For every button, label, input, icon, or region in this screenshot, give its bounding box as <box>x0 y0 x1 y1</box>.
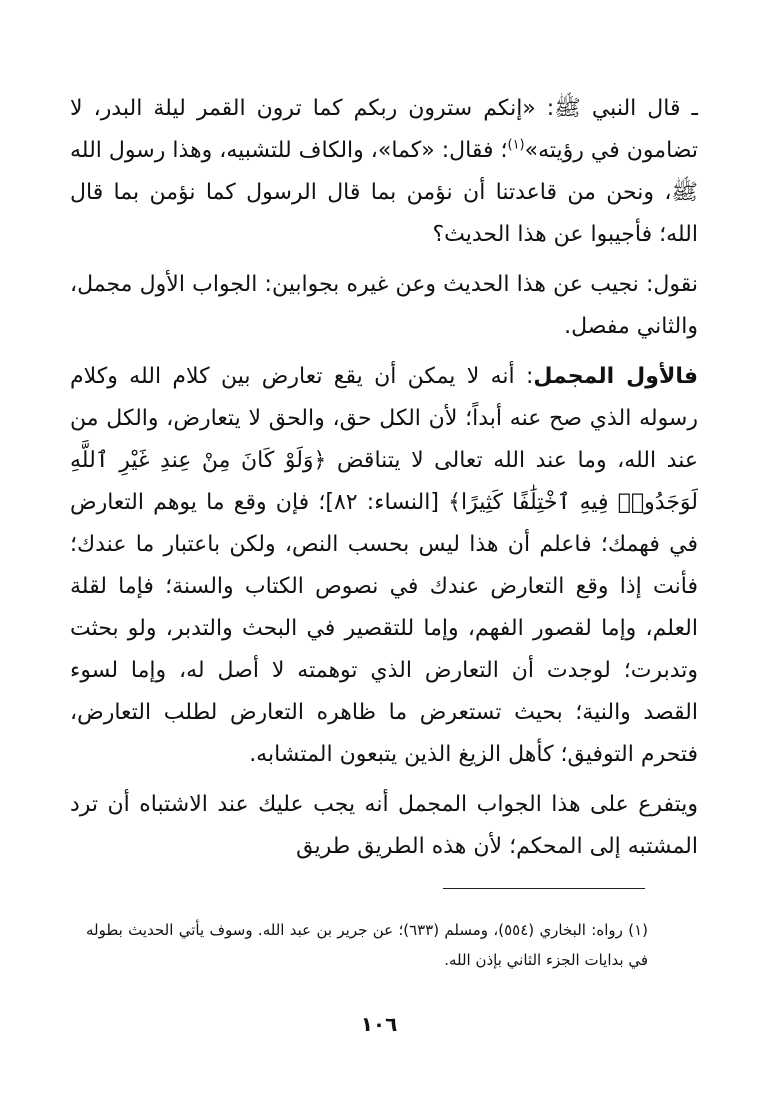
footnote-text: رواه: البخاري (٥٥٤)، ومسلم (٦٣٣)؛ عن جرير بن عبد الله. وسوف يأتي الحديث بطوله في بدايات الجزء الثاني بإذن الله. <box>86 921 648 969</box>
first-answer-text-before-verse: : أنه لا يمكن أن يقع تعارض بين كلام الله وكلام رسوله الذي صح عنه أبداً؛ لأن الكل حق، والحق لا يتعارض، والكل من عند الله، وما عند الله تعالى لا يتناقض <box>70 364 698 473</box>
question-paragraph <box>70 88 698 256</box>
first-answer-text-after-verse: ؛ فإن وقع ما يوهم التعارض في فهمك؛ فاعلم أن هذا ليس بحسب النص، ولكن باعتبار ما عندك؛ فأنت إذا وقع التعارض عندك في نصوص الكتاب والسنة؛ فإما لقلة العلم، وإما لقصور الفهم، وإما للتقصير في البحث والتدبر، ولو بحثت وتدبرت؛ لوجدت أن التعارض الذي توهمته لا أصل له، وإما لسوء القصد والنية؛ بحيث تستعرض ما ظاهره التعارض لطلب التعارض، فتحرم التوفيق؛ كأهل الزيغ الذين يتبعون المتشابه. <box>70 490 698 767</box>
footnote-reference[interactable]: (١) <box>507 137 525 153</box>
question-intro: ـ قال النبي ﷺ: «إنكم سترون ربكم كما ترون القمر ليلة البدر، لا تضامون في رؤيته» <box>70 96 698 163</box>
first-answer-paragraph <box>70 356 698 776</box>
quran-verse: ﴿وَلَوْ كَانَ مِنْ عِندِ غَيْرِ ٱللَّهِ لَوَجَدُوا۟ فِيهِ ٱخْتِلَٰفًا كَثِيرًا﴾ <box>70 448 698 515</box>
footnote <box>86 915 648 975</box>
question-rest: ؛ فقال: «كما»، والكاف للتشبيه، وهذا رسول الله ﷺ، ونحن من قاعدتنا أن نؤمن بما قال الرسول كما نؤمن بما قال الله؛ فأجيبوا عن هذا الحديث؟ <box>70 138 698 247</box>
footnote-marker: (١) <box>628 921 648 939</box>
answer-intro-paragraph: نقول: نجيب عن هذا الحديث وعن غيره بجوابين: الجواب الأول مجمل، والثاني مفصل. <box>70 272 698 339</box>
main-text <box>70 88 698 868</box>
page-number: ١٠٦ <box>360 1012 398 1036</box>
footnote-separator <box>443 888 645 889</box>
first-answer-heading: فالأول المجمل <box>533 364 698 389</box>
verse-citation: [النساء: ٨٢] <box>325 490 439 515</box>
consequence-paragraph: ويتفرع على هذا الجواب المجمل أنه يجب عليك عند الاشتباه أن ترد المشتبه إلى المحكم؛ لأن هذه الطريق طريق <box>70 792 698 859</box>
